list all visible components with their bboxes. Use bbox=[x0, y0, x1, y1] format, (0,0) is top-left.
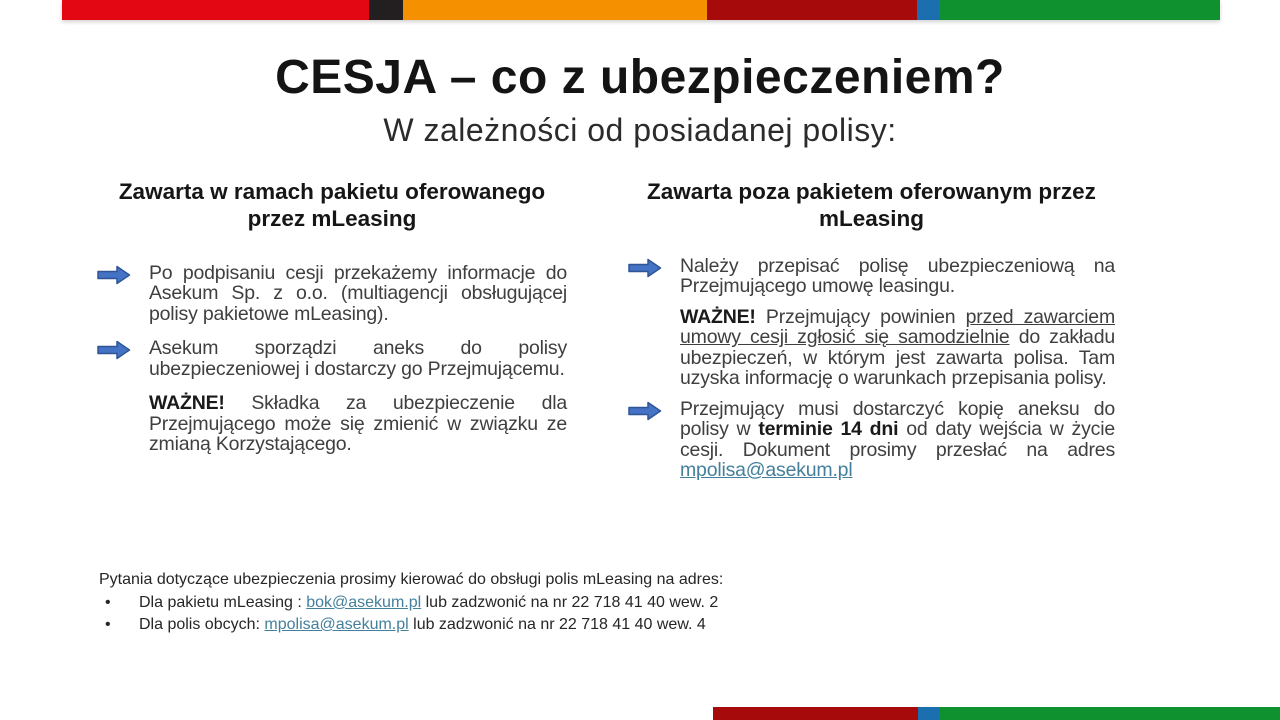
email-link[interactable]: mpolisa@asekum.pl bbox=[680, 459, 853, 482]
right-column-header: Zawarta poza pakietem oferowanym przez mLeasing bbox=[647, 179, 1096, 232]
right-arrow-icon bbox=[628, 258, 662, 278]
footer-intro: Pytania dotyczące ubezpieczenia prosimy kierować do obsługi polis mLeasing na adres: bbox=[99, 571, 724, 588]
footer-list bbox=[99, 593, 723, 635]
arrow-cell bbox=[97, 263, 149, 324]
text-segment: Przejmujący musi dostarczyć kopię aneksu do polisy w bbox=[680, 397, 1115, 441]
bullet-text bbox=[149, 393, 567, 454]
bullet-item bbox=[628, 256, 1115, 297]
text-segment: lub zadzwonić na nr 22 718 41 40 wew. 2 bbox=[421, 594, 719, 611]
bullet-item bbox=[628, 399, 1115, 481]
right-arrow-icon bbox=[628, 401, 662, 421]
text-segment: Składka za ubezpieczenie dla Przejmującego może się zmienić w związku ze zmianą Korzystającego. bbox=[149, 392, 567, 456]
right-column bbox=[628, 178, 1115, 491]
bullet-text bbox=[680, 399, 1115, 481]
text-segment: do zakładu ubezpieczeń, w którym jest zawarta polisa. Tam uzyska informację o warunkach przepisania polisy. bbox=[680, 326, 1115, 390]
left-column-header: Zawarta w ramach pakietu oferowanego przez mLeasing bbox=[118, 179, 546, 232]
top-bar bbox=[62, 0, 1220, 20]
slide-subtitle: W zależności od posiadanej polisy: bbox=[383, 112, 897, 148]
text-segment: lub zadzwonić na nr 22 718 41 40 wew. 4 bbox=[408, 616, 706, 633]
text-segment: Po podpisaniu cesji przekażemy informacje do Asekum Sp. z o.o. (multiagencji obsługującej polisy pakietowe mLeasing). bbox=[149, 261, 567, 325]
bar-segment bbox=[713, 707, 918, 720]
left-column bbox=[97, 178, 567, 469]
bullet-text bbox=[149, 263, 567, 324]
arrow-cell bbox=[628, 399, 680, 481]
arrow-cell bbox=[97, 338, 149, 379]
left-bullets bbox=[97, 263, 567, 455]
right-bullets bbox=[628, 256, 1115, 481]
text-segment: od daty wejścia w życie cesji. Dokument prosimy przesłać na adres bbox=[680, 418, 1115, 461]
footer-item bbox=[99, 615, 723, 635]
footer bbox=[99, 570, 723, 635]
bullet-item bbox=[97, 338, 567, 379]
arrow-cell bbox=[628, 256, 680, 297]
email-link[interactable]: mpolisa@asekum.pl bbox=[264, 616, 409, 633]
text-segment: Dla polis obcych: bbox=[139, 616, 265, 633]
bullet-item bbox=[97, 393, 567, 454]
email-link[interactable]: bok@asekum.pl bbox=[306, 594, 422, 611]
arrow-cell-empty bbox=[628, 307, 680, 389]
bullet-text bbox=[680, 256, 1115, 297]
bar-segment bbox=[918, 707, 939, 720]
right-arrow-icon bbox=[97, 265, 131, 285]
footer-item bbox=[99, 593, 723, 613]
bar-segment bbox=[403, 0, 707, 20]
bullet-item bbox=[97, 263, 567, 324]
text-segment: WAŻNE! bbox=[680, 305, 756, 328]
bar-segment bbox=[707, 0, 917, 20]
bullet-text bbox=[680, 307, 1115, 389]
bar-segment bbox=[62, 0, 369, 20]
bar-segment bbox=[369, 0, 403, 20]
bottom-bar bbox=[713, 707, 1280, 720]
text-segment: Przejmujący powinien bbox=[755, 305, 966, 328]
text-segment: WAŻNE! bbox=[149, 392, 225, 415]
bullet-text bbox=[149, 338, 567, 379]
bar-segment bbox=[939, 707, 1280, 720]
bullet-item bbox=[628, 307, 1115, 389]
right-arrow-icon bbox=[97, 340, 131, 360]
text-segment: Dla pakietu mLeasing : bbox=[139, 594, 307, 611]
bar-segment bbox=[917, 0, 939, 20]
text-segment: terminie 14 dni bbox=[758, 418, 899, 441]
text-segment: Asekum sporządzi aneks do polisy ubezpieczeniowej i dostarczy go Przejmującemu. bbox=[149, 337, 567, 380]
arrow-cell-empty bbox=[97, 393, 149, 454]
slide-title: CESJA – co z ubezpieczeniem? bbox=[275, 51, 1005, 104]
text-segment: przed zawarciem umowy cesji zgłosić się samodzielnie bbox=[680, 305, 1115, 349]
text-segment: Należy przepisać polisę ubezpieczeniową na Przejmującego umowę leasingu. bbox=[680, 254, 1115, 298]
bar-segment bbox=[939, 0, 1220, 20]
